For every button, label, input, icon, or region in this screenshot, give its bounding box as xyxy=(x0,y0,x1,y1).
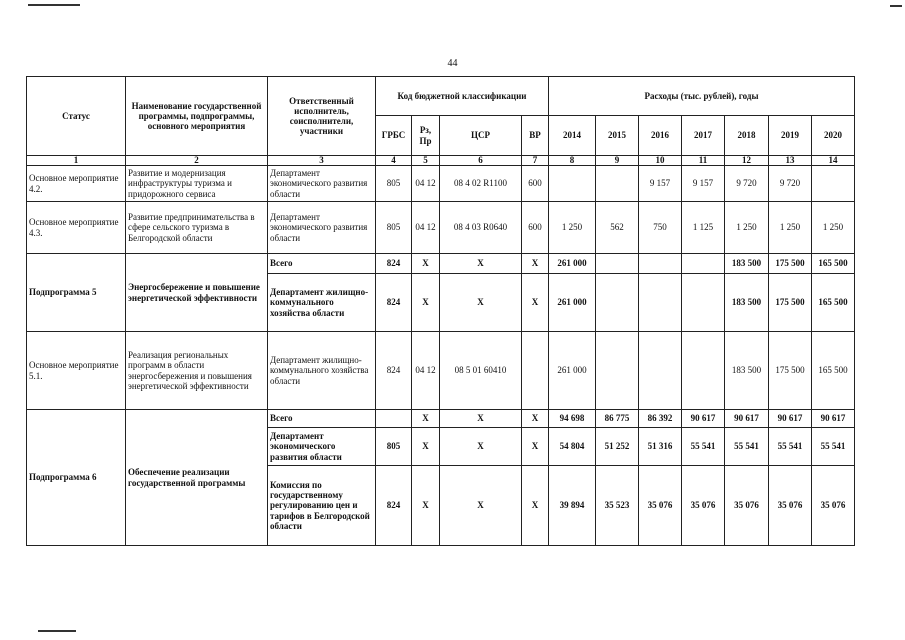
column-number: 9 xyxy=(596,156,639,166)
value-cell: 39 894 xyxy=(549,466,596,546)
csr-cell: 08 4 03 R0640 xyxy=(440,202,522,254)
value-cell: 1 250 xyxy=(549,202,596,254)
header-vr: ВР xyxy=(522,116,549,156)
column-number: 7 xyxy=(522,156,549,166)
status-cell: Подпрограмма 6 xyxy=(27,410,126,546)
rz-cell: 04 12 xyxy=(412,202,440,254)
value-cell: 35 523 xyxy=(596,466,639,546)
value-cell: 35 076 xyxy=(812,466,855,546)
vr-cell: 600 xyxy=(522,166,549,202)
header-row-1 xyxy=(27,77,855,116)
value-cell: 183 500 xyxy=(725,254,769,274)
rz-cell: X xyxy=(412,466,440,546)
header-csr: ЦСР xyxy=(440,116,522,156)
value-cell: 90 617 xyxy=(725,410,769,428)
page-number: 44 xyxy=(447,58,458,69)
rz-cell: X xyxy=(412,274,440,332)
value-cell: 1 250 xyxy=(769,202,812,254)
value-cell: 55 541 xyxy=(682,428,725,466)
grbs-cell: 824 xyxy=(376,254,412,274)
value-cell: 165 500 xyxy=(812,332,855,410)
header-year: 2017 xyxy=(682,116,725,156)
header-year: 2019 xyxy=(769,116,812,156)
table-row xyxy=(27,410,855,428)
status-cell: Основное мероприятие 4.3. xyxy=(27,202,126,254)
value-cell: 55 541 xyxy=(812,428,855,466)
value-cell: 562 xyxy=(596,202,639,254)
column-number: 4 xyxy=(376,156,412,166)
header-name: Наименование государственной программы, подпрограммы, основного мероприятия xyxy=(126,77,268,156)
value-cell: 9 157 xyxy=(682,166,725,202)
csr-cell: X xyxy=(440,274,522,332)
vr-cell: 600 xyxy=(522,202,549,254)
value-cell xyxy=(596,332,639,410)
value-cell xyxy=(682,254,725,274)
value-cell: 35 076 xyxy=(725,466,769,546)
scan-mark xyxy=(38,630,76,632)
executor-cell: Всего xyxy=(268,254,376,274)
header-year: 2016 xyxy=(639,116,682,156)
value-cell: 183 500 xyxy=(725,274,769,332)
csr-cell: X xyxy=(440,466,522,546)
csr-cell: 08 4 02 R1100 xyxy=(440,166,522,202)
value-cell xyxy=(812,166,855,202)
status-cell: Основное мероприятие 4.2. xyxy=(27,166,126,202)
csr-cell: X xyxy=(440,428,522,466)
value-cell: 90 617 xyxy=(769,410,812,428)
executor-cell: Всего xyxy=(268,410,376,428)
value-cell: 9 720 xyxy=(725,166,769,202)
header-budget-code: Код бюджетной классификации xyxy=(376,77,549,116)
column-number: 2 xyxy=(126,156,268,166)
column-number-row xyxy=(27,156,855,166)
value-cell: 1 250 xyxy=(812,202,855,254)
value-cell xyxy=(596,274,639,332)
value-cell xyxy=(639,274,682,332)
column-number: 11 xyxy=(682,156,725,166)
grbs-cell: 805 xyxy=(376,428,412,466)
vr-cell: X xyxy=(522,274,549,332)
scan-mark xyxy=(28,4,80,6)
value-cell: 261 000 xyxy=(549,274,596,332)
vr-cell: X xyxy=(522,410,549,428)
value-cell: 9 157 xyxy=(639,166,682,202)
name-cell: Обеспечение реализации государственной программы xyxy=(126,410,268,546)
value-cell: 1 250 xyxy=(725,202,769,254)
column-number: 12 xyxy=(725,156,769,166)
value-cell: 90 617 xyxy=(682,410,725,428)
table-row xyxy=(27,202,855,254)
value-cell: 165 500 xyxy=(812,274,855,332)
executor-cell: Департамент жилищно-коммунального хозяйства области xyxy=(268,274,376,332)
vr-cell xyxy=(522,332,549,410)
executor-cell: Департамент экономического развития области xyxy=(268,166,376,202)
value-cell: 51 316 xyxy=(639,428,682,466)
csr-cell: 08 5 01 60410 xyxy=(440,332,522,410)
value-cell xyxy=(639,332,682,410)
value-cell: 175 500 xyxy=(769,254,812,274)
header-expenses: Расходы (тыс. рублей), годы xyxy=(549,77,855,116)
rz-cell: X xyxy=(412,410,440,428)
value-cell: 55 541 xyxy=(725,428,769,466)
value-cell: 86 392 xyxy=(639,410,682,428)
header-year: 2018 xyxy=(725,116,769,156)
grbs-cell xyxy=(376,410,412,428)
value-cell: 35 076 xyxy=(769,466,812,546)
vr-cell: X xyxy=(522,466,549,546)
column-number: 14 xyxy=(812,156,855,166)
budget-table xyxy=(26,76,855,546)
header-year: 2020 xyxy=(812,116,855,156)
header-grbs: ГРБС xyxy=(376,116,412,156)
vr-cell: X xyxy=(522,254,549,274)
vr-cell: X xyxy=(522,428,549,466)
grbs-cell: 805 xyxy=(376,166,412,202)
column-number: 10 xyxy=(639,156,682,166)
name-cell: Развитие и модернизация инфраструктуры туризма и придорожного сервиса xyxy=(126,166,268,202)
value-cell xyxy=(682,332,725,410)
value-cell xyxy=(596,166,639,202)
column-number: 1 xyxy=(27,156,126,166)
column-number: 13 xyxy=(769,156,812,166)
value-cell: 165 500 xyxy=(812,254,855,274)
column-number: 8 xyxy=(549,156,596,166)
value-cell: 261 000 xyxy=(549,254,596,274)
value-cell: 261 000 xyxy=(549,332,596,410)
rz-cell: 04 12 xyxy=(412,332,440,410)
table-row xyxy=(27,332,855,410)
value-cell: 51 252 xyxy=(596,428,639,466)
header-rz: Рз, Пр xyxy=(412,116,440,156)
column-number: 5 xyxy=(412,156,440,166)
column-number: 6 xyxy=(440,156,522,166)
value-cell: 35 076 xyxy=(682,466,725,546)
value-cell: 750 xyxy=(639,202,682,254)
value-cell xyxy=(549,166,596,202)
value-cell: 1 125 xyxy=(682,202,725,254)
header-status: Статус xyxy=(27,77,126,156)
header-year: 2015 xyxy=(596,116,639,156)
status-cell: Подпрограмма 5 xyxy=(27,254,126,332)
executor-cell: Департамент жилищно-коммунального хозяйства области xyxy=(268,332,376,410)
table-row xyxy=(27,166,855,202)
value-cell: 9 720 xyxy=(769,166,812,202)
rz-cell: 04 12 xyxy=(412,166,440,202)
name-cell: Энергосбережение и повышение энергетической эффективности xyxy=(126,254,268,332)
value-cell: 54 804 xyxy=(549,428,596,466)
grbs-cell: 805 xyxy=(376,202,412,254)
grbs-cell: 824 xyxy=(376,466,412,546)
header-executor: Ответственный исполнитель, соисполнители, участники xyxy=(268,77,376,156)
value-cell: 175 500 xyxy=(769,274,812,332)
value-cell: 90 617 xyxy=(812,410,855,428)
scan-mark xyxy=(890,5,902,7)
budget-table-container xyxy=(26,76,855,546)
value-cell: 183 500 xyxy=(725,332,769,410)
value-cell: 55 541 xyxy=(769,428,812,466)
executor-cell: Комиссия по государственному регулированию цен и тарифов в Белгородской области xyxy=(268,466,376,546)
grbs-cell: 824 xyxy=(376,274,412,332)
value-cell: 94 698 xyxy=(549,410,596,428)
value-cell xyxy=(639,254,682,274)
name-cell: Реализация региональных программ в области энергосбережения и повышения энергетической эффективности xyxy=(126,332,268,410)
executor-cell: Департамент экономического развития области xyxy=(268,428,376,466)
value-cell: 86 775 xyxy=(596,410,639,428)
value-cell: 35 076 xyxy=(639,466,682,546)
value-cell xyxy=(682,274,725,332)
name-cell: Развитие предпринимательства в сфере сельского туризма в Белгородской области xyxy=(126,202,268,254)
table-row xyxy=(27,254,855,274)
rz-cell: X xyxy=(412,428,440,466)
value-cell: 175 500 xyxy=(769,332,812,410)
column-number: 3 xyxy=(268,156,376,166)
header-year: 2014 xyxy=(549,116,596,156)
csr-cell: X xyxy=(440,254,522,274)
status-cell: Основное мероприятие 5.1. xyxy=(27,332,126,410)
rz-cell: X xyxy=(412,254,440,274)
grbs-cell: 824 xyxy=(376,332,412,410)
csr-cell: X xyxy=(440,410,522,428)
executor-cell: Департамент экономического развития области xyxy=(268,202,376,254)
value-cell xyxy=(596,254,639,274)
